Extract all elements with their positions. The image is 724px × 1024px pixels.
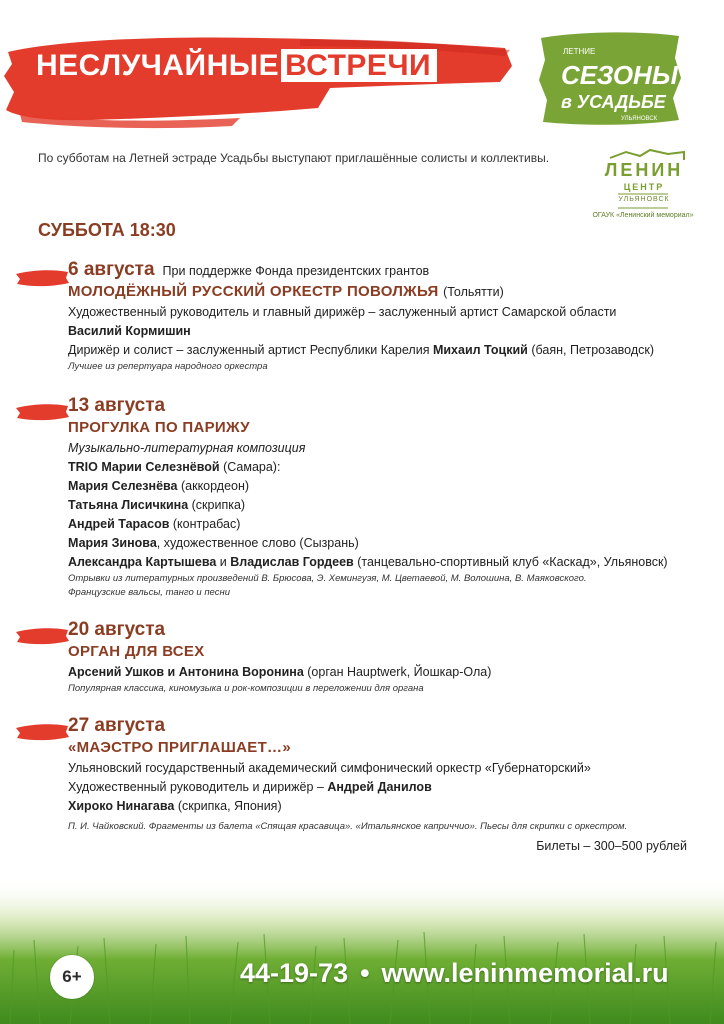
schedule-heading: СУББОТА 18:30 bbox=[38, 220, 176, 240]
event-line: Мария Селезнёва (аккордеон) bbox=[68, 479, 250, 493]
event-date: 6 августа bbox=[68, 259, 155, 280]
event-title: ПРОГУЛКА ПО ПАРИЖУ bbox=[68, 419, 250, 436]
footer-phone: 44-19-73 bbox=[240, 958, 349, 988]
sezony-word2: в УСАДЬБЕ bbox=[561, 92, 666, 112]
sezony-word1: СЕЗОНЫ bbox=[561, 60, 678, 90]
event-title: МОЛОДЁЖНЫЙ РУССКИЙ ОРКЕСТР ПОВОЛЖЬЯ (Тольятти) bbox=[68, 283, 504, 300]
event-line: Хироко Нинагава (скрипка, Япония) bbox=[68, 799, 282, 813]
event-line: Художественный руководитель и дирижёр – Андрей Данилов bbox=[68, 780, 432, 794]
event-line: Татьяна Лисичкина (скрипка) bbox=[68, 498, 246, 512]
event-line: Александра Картышева и Владислав Гордеев (танцевально-спортивный клуб «Каскад», Ульяновск) bbox=[68, 555, 668, 569]
event-marker-brush bbox=[14, 722, 70, 742]
event-date: 13 августа bbox=[68, 395, 166, 416]
event-date: 27 августа bbox=[68, 715, 166, 736]
event-line: Дирижёр и солист – заслуженный артист Республики Карелия Михаил Тоцкий (баян, Петрозаводск) bbox=[68, 343, 654, 357]
lenin-logo-sub: ЦЕНТР bbox=[623, 182, 665, 192]
event-line: Василий Кормишин bbox=[68, 324, 191, 338]
event-note: Лучшее из репертуара народного оркестра bbox=[68, 361, 268, 372]
event-marker-brush bbox=[14, 626, 70, 646]
sezony-city: УЛЬЯНОВСК bbox=[621, 116, 658, 122]
event-line: Арсений Ушков и Антонина Воронина (орган Hauptwerk, Йошкар-Ола) bbox=[68, 665, 492, 679]
event-marker-brush bbox=[14, 268, 70, 288]
event-line: Мария Зинова, художественное слово (Сызрань) bbox=[68, 536, 359, 550]
event-marker-brush bbox=[14, 402, 70, 422]
event-line: TRIO Марии Селезнёвой (Самара): bbox=[68, 460, 281, 474]
event-title: «МАЭСТРО ПРИГЛАШАЕТ…» bbox=[68, 739, 292, 756]
footer-separator: • bbox=[360, 958, 370, 988]
age-rating-badge: 6+ bbox=[50, 955, 94, 999]
event-line: Ульяновский государственный академический симфонический оркестр «Губернаторский» bbox=[68, 761, 591, 775]
event-line: Художественный руководитель и главный дирижёр – заслуженный артист Самарской области bbox=[68, 305, 617, 319]
lenin-logo-org: ОГАУК «Ленинский мемориал» bbox=[592, 212, 694, 219]
grass-background bbox=[0, 880, 724, 1024]
event-date: 20 августа bbox=[68, 619, 166, 640]
intro-text: По субботам на Летней эстраде Усадьбы выступают приглашённые солисты и коллективы. bbox=[38, 151, 550, 165]
lenin-logo-word: ЛЕНИН bbox=[604, 160, 684, 180]
event-title: ОРГАН ДЛЯ ВСЕХ bbox=[68, 643, 205, 660]
event-date-note: При поддержке Фонда президентских грантов bbox=[162, 264, 430, 278]
event-note: П. И. Чайковский. Фрагменты из балета «Спящая красавица». «Итальянское каприччио». Пьесы для скрипки с оркестром. bbox=[68, 821, 628, 832]
footer-contacts bbox=[240, 958, 669, 989]
page-title bbox=[36, 46, 437, 86]
title-part1: НЕСЛУЧАЙНЫЕ bbox=[36, 49, 280, 82]
event-line: Андрей Тарасов (контрабас) bbox=[68, 517, 241, 531]
footer-site-link[interactable]: www.leninmemorial.ru bbox=[381, 958, 669, 988]
tickets-price: Билеты – 300–500 рублей bbox=[536, 839, 687, 853]
event-line: Музыкально-литературная композиция bbox=[68, 441, 306, 455]
lenin-logo-city: УЛЬЯНОВСК bbox=[618, 196, 670, 203]
event-note: Популярная классика, киномузыка и рок-композиции в переложении для органа bbox=[68, 683, 424, 694]
event-note: Французские вальсы, танго и песни bbox=[68, 587, 230, 598]
sezony-logo bbox=[535, 28, 685, 128]
sezony-small-top: ЛЕТНИЕ bbox=[563, 47, 596, 56]
event-note: Отрывки из литературных произведений В. Брюсова, Э. Хемингуэя, М. Цветаевой, М. Волошина, В. Маяковского. bbox=[68, 573, 587, 584]
event-title-note: (Тольятти) bbox=[443, 285, 504, 299]
title-part2: ВСТРЕЧИ bbox=[281, 49, 437, 82]
